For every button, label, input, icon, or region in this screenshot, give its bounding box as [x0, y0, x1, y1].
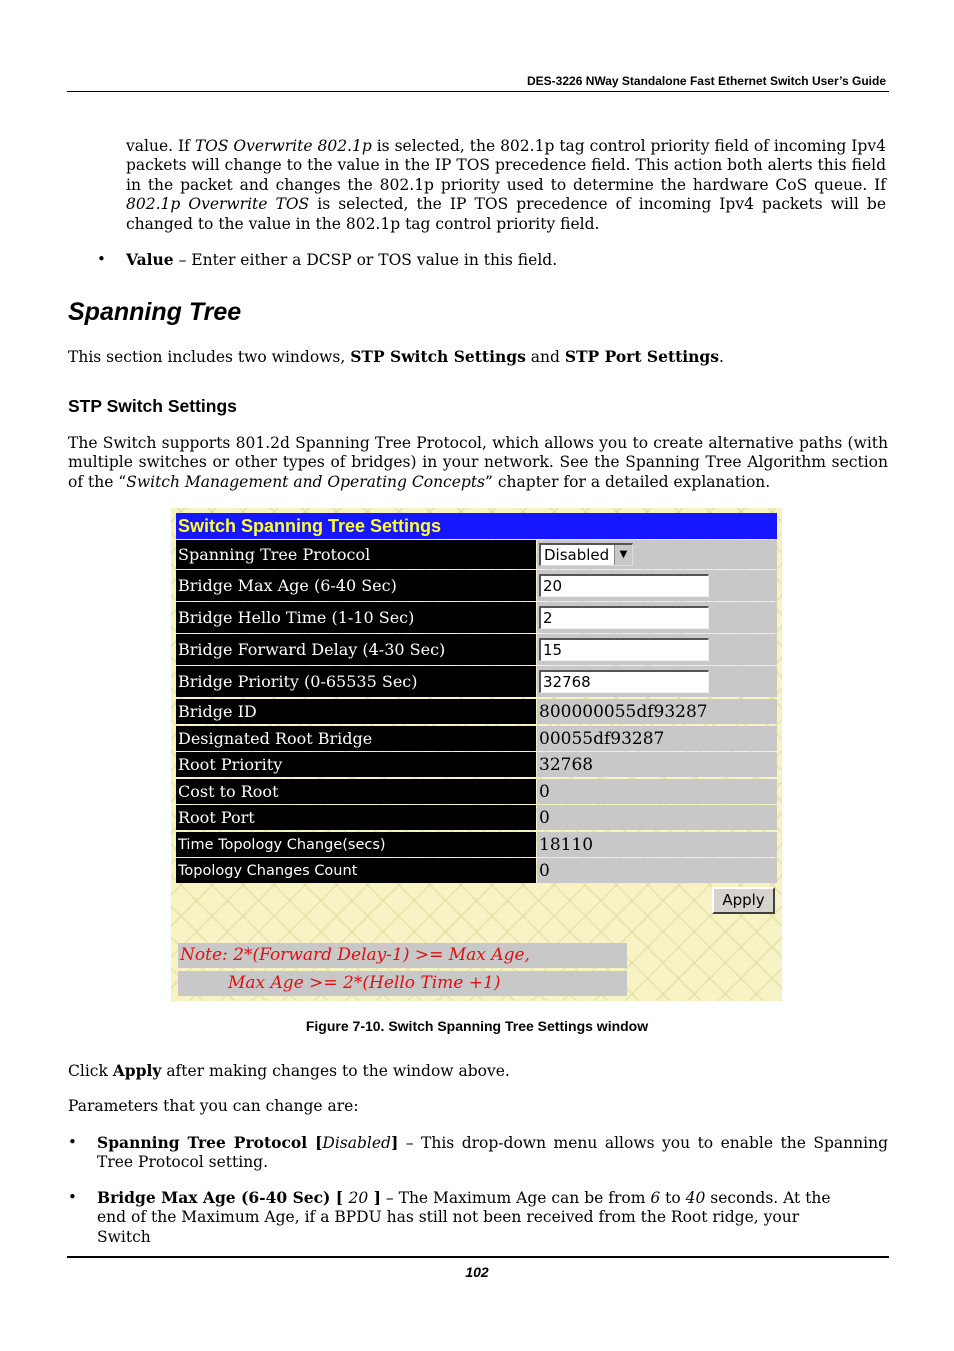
row-bridge-max-age — [176, 570, 777, 601]
row-root-port — [176, 805, 777, 830]
bridge-forward-delay-input[interactable]: 15 — [539, 638, 709, 661]
row-value: 0 — [537, 779, 777, 804]
row-label: Bridge Hello Time (1-10 Sec) — [176, 602, 536, 633]
row-value — [537, 602, 777, 633]
bridge-priority-input[interactable]: 32768 — [539, 670, 709, 693]
row-bridge-id — [176, 699, 777, 724]
row-label: Topology Changes Count — [176, 858, 536, 883]
row-value: 0 — [537, 858, 777, 883]
row-label: Bridge Priority (0-65535 Sec) — [176, 666, 536, 697]
subsection-title: STP Switch Settings — [68, 396, 237, 416]
row-topology-changes-count — [176, 858, 777, 883]
maxage-term: Bridge Max Age (6-40 Sec) [ — [97, 1188, 349, 1207]
intro-term-1: TOS Overwrite 802.1p — [194, 137, 372, 155]
row-bridge-forward-delay — [176, 634, 777, 665]
stp-text-1: The Switch supports 801.2d Spanning Tree Protocol, which allows you to create alternative paths (with multiple switches or other types of bridges) in your network. See the Spanning Tree Algorithm section of the “ — [68, 434, 888, 491]
row-value: 0 — [537, 805, 777, 830]
section-intro-bold-2: STP Port Settings — [564, 347, 719, 366]
intro-text-2: is selected, the 802.1p tag control priority field of incoming Ipv4 packets will change to the value in the IP TOS precedence field. This action both alerts this field in the packet and changes the 802.1p priority used to determine the hardware CoS queue. If — [126, 137, 886, 194]
click-apply-text-2: after making changes to the window above. — [161, 1062, 510, 1080]
chevron-down-icon[interactable]: ▼ — [614, 545, 632, 565]
row-root-priority — [176, 752, 777, 777]
click-apply-paragraph — [68, 1061, 888, 1081]
apply-button[interactable]: Apply — [712, 887, 775, 914]
row-label: Root Priority — [176, 752, 536, 777]
row-spanning-tree-protocol — [176, 540, 777, 569]
row-value: 18110 — [537, 832, 777, 857]
bullet-spanning-tree-protocol — [97, 1133, 888, 1173]
value-desc: – Enter either a DCSP or TOS value in this field. — [173, 251, 558, 269]
params-intro: Parameters that you can change are: — [68, 1097, 359, 1115]
stp-term: Spanning Tree Protocol [ — [97, 1133, 323, 1152]
stp-paragraph — [68, 434, 888, 492]
maxage-min: 6 — [650, 1189, 661, 1207]
row-label: Spanning Tree Protocol — [176, 540, 536, 569]
maxage-default: 20 — [348, 1189, 369, 1207]
stp-default: Disabled — [322, 1134, 391, 1152]
intro-term-2: 802.1p Overwrite TOS — [126, 195, 310, 214]
row-value — [537, 634, 777, 665]
note-line-1: Note: 2*(Forward Delay-1) >= Max Age, — [178, 943, 627, 968]
row-value: 32768 — [537, 752, 777, 777]
bullet-dot: • — [68, 1188, 77, 1206]
spanning-tree-protocol-select[interactable] — [539, 543, 633, 566]
section-intro-bold-1: STP Switch Settings — [350, 347, 526, 366]
row-value — [537, 666, 777, 697]
row-cost-to-root — [176, 779, 777, 804]
row-label: Cost to Root — [176, 779, 536, 804]
bridge-hello-time-input[interactable]: 2 — [539, 606, 709, 629]
section-intro — [68, 347, 888, 367]
bridge-max-age-input[interactable]: 20 — [539, 574, 709, 597]
value-term: Value — [126, 250, 174, 269]
intro-text-3: is selected, the IP TOS precedence of incoming Ipv4 packets will be changed to the value in the 802.1p tag control priority field. — [126, 195, 886, 233]
section-intro-text-1: This section includes two windows, — [68, 348, 351, 366]
stp-chapter-ref: Switch Management and Operating Concepts — [126, 472, 486, 491]
click-apply-text-1: Click — [68, 1062, 113, 1080]
select-value: Disabled — [544, 546, 610, 564]
row-label: Time Topology Change(secs) — [176, 832, 536, 857]
row-value — [537, 540, 777, 569]
bullet-dot: • — [68, 1133, 77, 1151]
section-intro-text-2: and — [525, 348, 565, 366]
intro-text-1: value. If — [126, 137, 195, 155]
click-apply-bold: Apply — [112, 1061, 162, 1080]
row-label: Root Port — [176, 805, 536, 830]
figure-caption: Figure 7-10. Switch Spanning Tree Settings window — [305, 1018, 649, 1034]
maxage-desc-2: to — [660, 1189, 686, 1207]
section-intro-text-3: . — [719, 348, 724, 366]
row-designated-root-bridge — [176, 726, 777, 751]
row-bridge-priority — [176, 666, 777, 697]
row-value — [537, 570, 777, 601]
row-value: 00055df93287 — [537, 726, 777, 751]
stp-text-2: ” chapter for a detailed explanation. — [485, 472, 771, 491]
row-label: Designated Root Bridge — [176, 726, 536, 751]
row-bridge-hello-time — [176, 602, 777, 633]
bullet-bridge-max-age — [97, 1188, 857, 1247]
maxage-desc-1: – The Maximum Age can be from — [381, 1189, 651, 1207]
header-rule — [67, 91, 889, 92]
section-title: Spanning Tree — [68, 298, 242, 326]
row-value: 800000055df93287 — [537, 699, 777, 724]
maxage-desc-3: seconds. At the end of the Maximum Age, if a BPDU has still not been received from the Root ridge, your Switch — [97, 1189, 831, 1246]
stp-term-close: ] — [390, 1133, 399, 1152]
bullet-dot: • — [97, 250, 106, 268]
row-label: Bridge ID — [176, 699, 536, 724]
window-title: Switch Spanning Tree Settings — [176, 513, 777, 539]
maxage-max: 40 — [685, 1189, 706, 1207]
row-label: Bridge Forward Delay (4-30 Sec) — [176, 634, 536, 665]
footer-rule — [67, 1256, 889, 1258]
running-header: DES-3226 NWay Standalone Fast Ethernet Switch User’s Guide — [527, 74, 886, 88]
note-line-2: Max Age >= 2*(Hello Time +1) — [178, 971, 627, 996]
row-time-topology-change — [176, 832, 777, 857]
row-label: Bridge Max Age (6-40 Sec) — [176, 570, 536, 601]
intro-paragraph — [126, 137, 886, 234]
maxage-term-close: ] — [368, 1188, 381, 1207]
stp-desc: – This drop-down menu allows you to enable the Spanning Tree Protocol setting. — [97, 1134, 889, 1172]
page-number: 102 — [465, 1264, 489, 1280]
value-bullet — [126, 250, 886, 270]
